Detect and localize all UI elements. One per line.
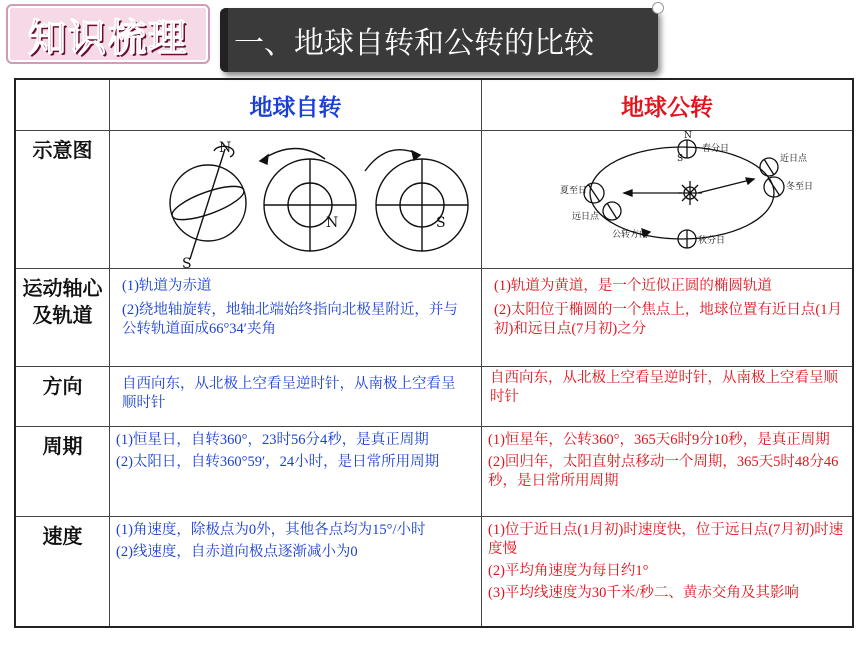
- header-corner-cell: [16, 80, 110, 130]
- row-label-diagram: 示意图: [16, 131, 110, 268]
- rotation-speed-line-1: (1)角速度，除极点为0外，其他各点均为15°/小时: [116, 522, 426, 538]
- revolution-direction-text: 自西向东，从北极上空看呈逆时针，从南极上空看呈顺时针: [490, 370, 838, 405]
- page-title-box: [220, 8, 658, 72]
- rotation-speed-text: [110, 517, 482, 626]
- orbit-pole-s-label: S: [677, 154, 684, 164]
- globe3-south-label: S: [436, 215, 446, 231]
- page-title: 一、地球自转和公转的比较: [234, 26, 594, 61]
- globe2-north-label: N: [326, 215, 339, 231]
- table-header-row: [16, 80, 852, 130]
- rotation-axis-line-1: (1)轨道为赤道: [122, 278, 212, 294]
- table-row-period: [16, 426, 852, 516]
- rotation-period-text: [110, 427, 482, 516]
- orbit-label-autumn-equinox: 秋分日: [698, 236, 726, 246]
- globe1-south-label: S: [182, 256, 192, 269]
- revolution-speed-line-3: (3)平均线速度为30千米/秒二、黄赤交角及其影响: [488, 585, 799, 601]
- row-label-axis: 运动轴心及轨道: [16, 269, 110, 366]
- revolution-diagram-cell: [482, 131, 852, 268]
- revolution-period-line-2: (2)回归年，太阳直射点移动一个周期，365天5时48分46秒，是日常所用周期: [488, 454, 839, 489]
- orbit-label-winter-solstice: 冬至日: [786, 182, 814, 192]
- rotation-axis-text: [110, 269, 482, 366]
- column-header-revolution: 地球公转: [621, 94, 713, 121]
- revolution-axis-line-2: (2)太阳位于椭圆的一个焦点上，地球位置有近日点(1月初)和远日点(7月初)之分: [494, 302, 842, 337]
- revolution-speed-text: [482, 517, 852, 626]
- rotation-axis-line-2: (2)绕地轴旋转，地轴北端始终指向北极星附近，并与公转轨道面成66°34′夹角: [122, 302, 458, 337]
- title-decoration: [652, 2, 664, 14]
- table-row-diagram: [16, 130, 852, 268]
- revolution-period-line-1: (1)恒星年，公转360°，365天6时9分10秒，是真正周期: [488, 432, 830, 448]
- rotation-speed-line-2: (2)线速度，自赤道向极点逐渐减小为0: [116, 544, 358, 560]
- revolution-period-text: [482, 427, 852, 516]
- rotation-diagram-cell: [110, 131, 482, 268]
- badge-text: 知识梳理: [27, 15, 188, 60]
- section-badge: [6, 4, 210, 64]
- column-header-rotation: 地球自转: [110, 80, 482, 130]
- table-row-axis: [16, 268, 852, 366]
- table-row-direction: [16, 366, 852, 426]
- rotation-period-line-1: (1)恒星日，自转360°，23时56分4秒，是真正周期: [116, 432, 429, 448]
- comparison-table: [14, 78, 854, 628]
- orbit-label-perihelion: 近日点: [780, 154, 808, 164]
- revolution-speed-line-2: (2)平均角速度为每日约1°: [488, 563, 649, 579]
- revolution-diagram: [482, 131, 852, 269]
- orbit-pole-n-label: N: [684, 131, 692, 141]
- row-label-speed: 速度: [16, 517, 110, 626]
- title-notch: [220, 8, 228, 72]
- orbit-label-direction: 公转方向: [612, 230, 649, 240]
- orbit-label-aphelion: 远日点: [572, 212, 600, 222]
- orbit-label-spring-equinox: 春分日: [702, 144, 730, 154]
- rotation-period-line-2: (2)太阳日，自转360°59′，24小时，是日常所用周期: [116, 454, 440, 470]
- table-row-speed: [16, 516, 852, 626]
- orbit-label-summer-solstice: 夏至日: [560, 186, 588, 196]
- revolution-axis-line-1: (1)轨道为黄道，是一个近似正圆的椭圆轨道: [494, 278, 772, 294]
- revolution-speed-line-1: (1)位于近日点(1月初)时速度快，位于远日点(7月初)时速度慢: [488, 522, 844, 557]
- row-label-period: 周期: [16, 427, 110, 516]
- row-label-direction: 方向: [16, 367, 110, 426]
- rotation-direction-text: 自西向东，从北极上空看呈逆时针，从南极上空看呈顺时针: [110, 367, 482, 426]
- globe1-north-label: N: [219, 140, 232, 156]
- revolution-axis-text: [482, 269, 852, 366]
- rotation-diagram: [110, 131, 482, 269]
